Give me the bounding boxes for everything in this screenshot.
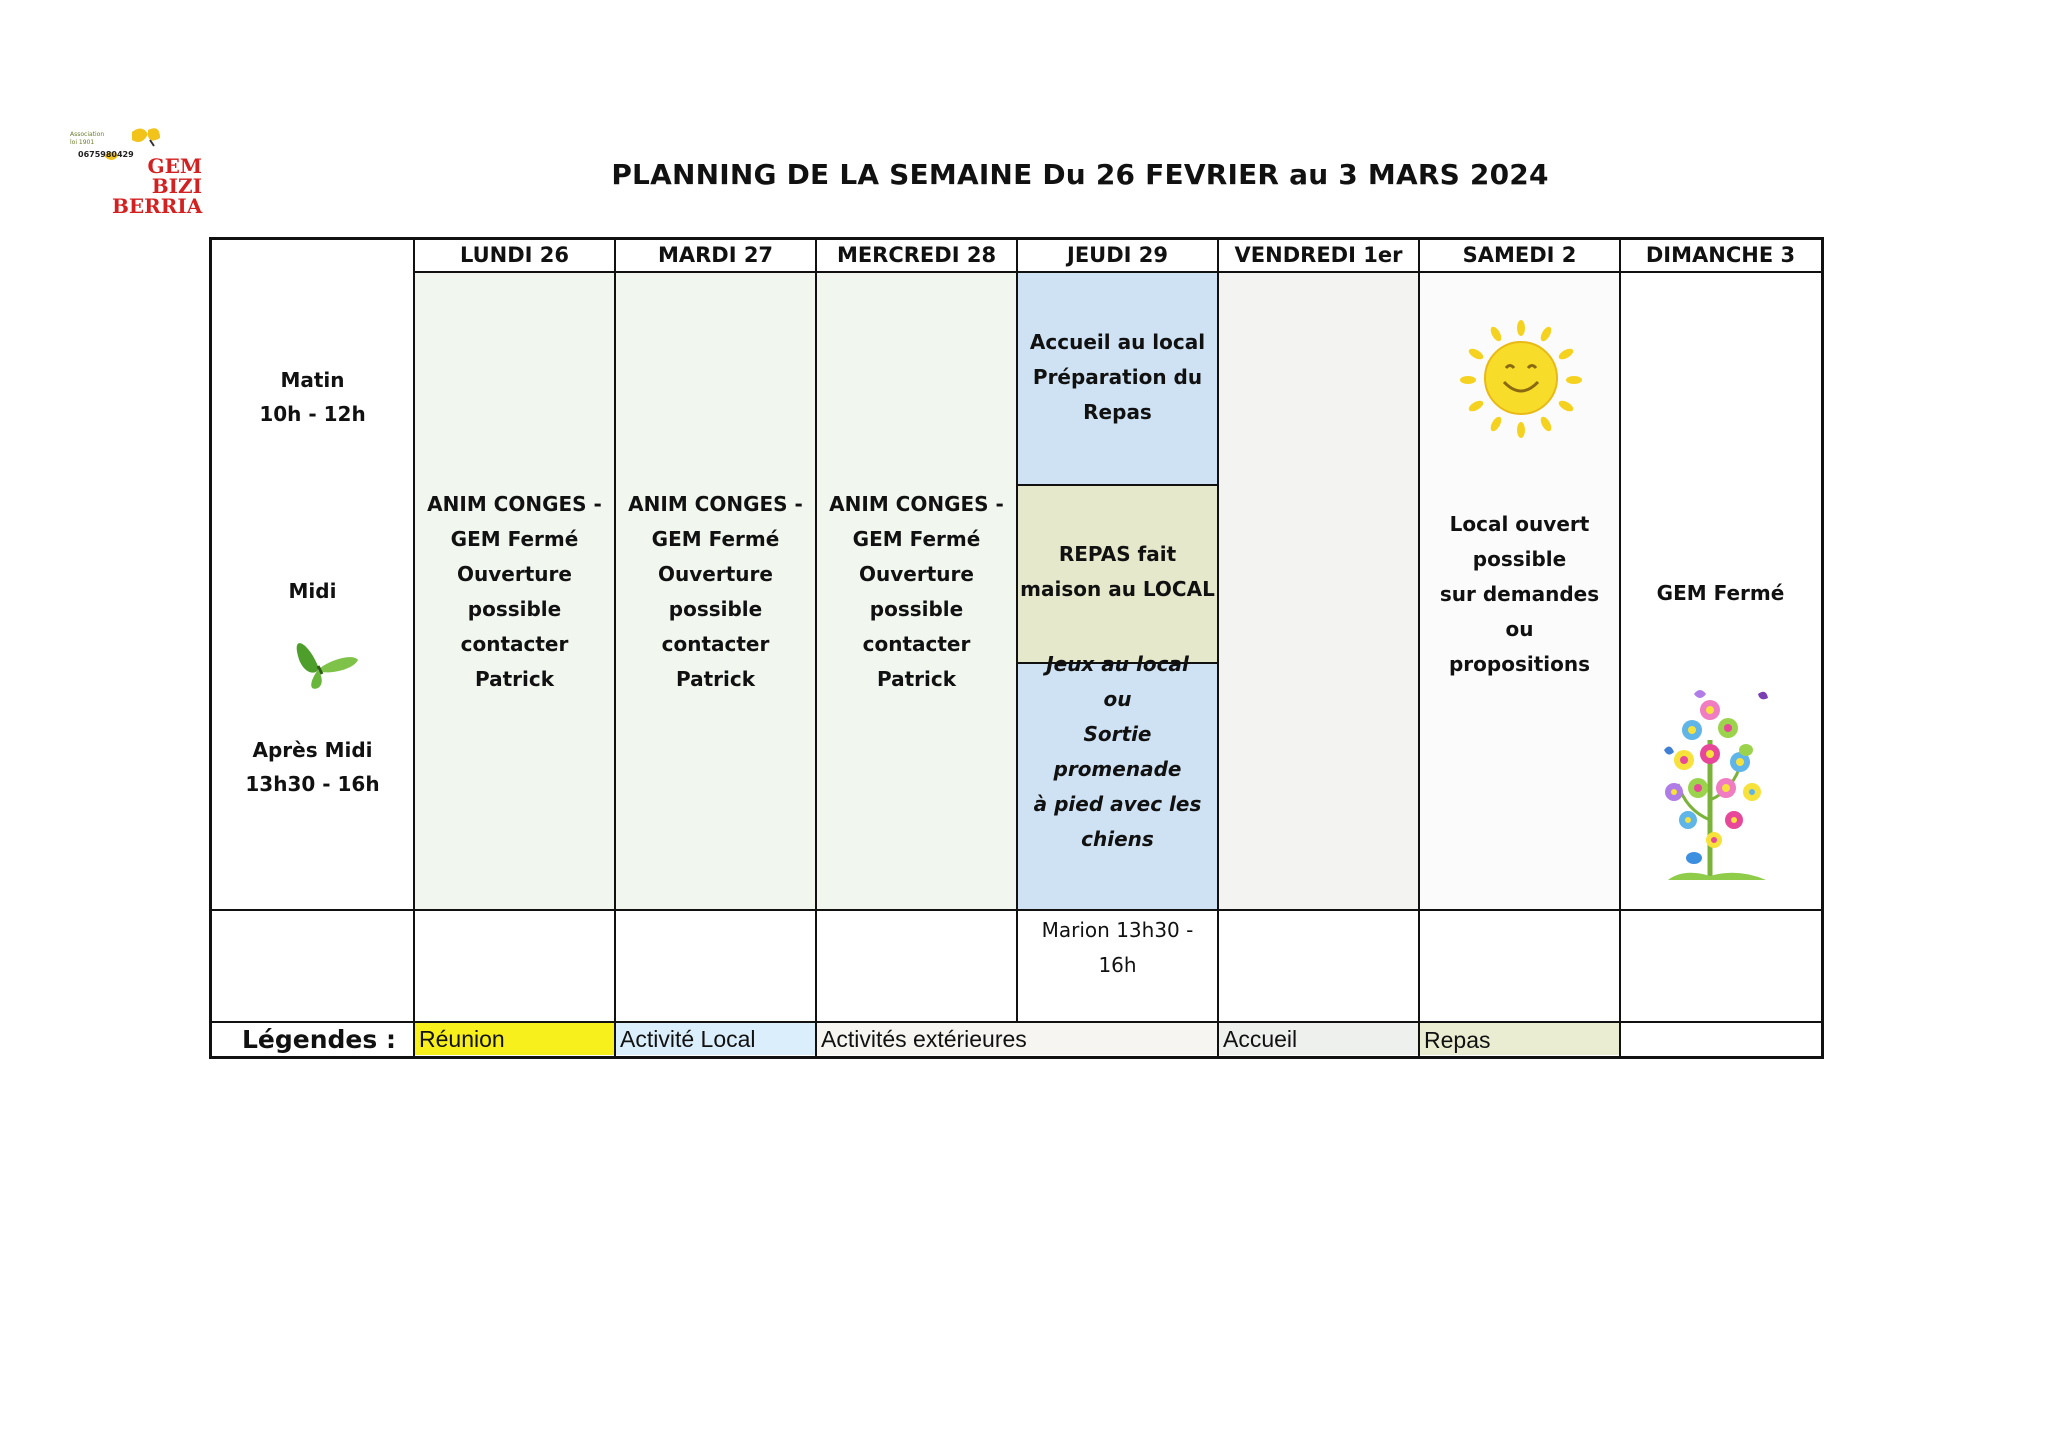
jeudi-afternoon-line-5: chiens: [1081, 827, 1154, 851]
butterfly-icon: [288, 632, 364, 696]
conges-line-3: Ouverture: [658, 562, 773, 586]
jeudi-extra-line-2: 16h: [1098, 953, 1137, 977]
day-header-lundi: LUNDI 26: [459, 243, 570, 267]
svg-text:loi 1901: loi 1901: [70, 139, 95, 146]
sun-icon: [1456, 318, 1586, 438]
jeudi-afternoon-line-3: Sortie promenade: [1053, 722, 1182, 781]
conges-line-2: GEM Fermé: [450, 527, 579, 551]
jeudi-morning-line-1: Accueil au local: [1029, 329, 1206, 354]
day-header-samedi: SAMEDI 2: [1462, 243, 1577, 267]
jeudi-afternoon-line-4: à pied avec les: [1033, 792, 1202, 816]
legend-item-activite-local: Activité Local: [620, 1026, 756, 1052]
jeudi-noon-content: [1018, 536, 1217, 608]
legend-item-repas: Repas: [1424, 1027, 1491, 1053]
time-slot-noon: Midi: [288, 579, 337, 603]
col-line-7: [1619, 238, 1621, 1058]
day-header-jeudi: JEUDI 29: [1067, 243, 1168, 267]
samedi-line-4: ou: [1505, 616, 1534, 641]
jeudi-noon-line-1: REPAS fait: [1058, 542, 1177, 566]
morning-label: Matin: [280, 368, 345, 392]
border-outer-bottom: [209, 1056, 1824, 1059]
border-outer-left: [209, 237, 212, 1059]
conges-line-5: Patrick: [876, 667, 957, 691]
conges-line-4: possible contacter: [661, 597, 770, 656]
page-title: PLANNING DE LA SEMAINE Du 26 FEVRIER au 3 MARS 2024: [611, 158, 1549, 191]
flower-tree-icon: [1654, 680, 1780, 886]
morning-hours: 10h - 12h: [259, 402, 366, 426]
day-header-mardi: MARDI 27: [657, 243, 774, 267]
logo-name: GEM BIZI BERRIA: [112, 154, 203, 218]
mercredi-content: [817, 492, 1016, 691]
afternoon-label: Après Midi: [252, 738, 373, 762]
jeudi-afternoon-content: [1018, 652, 1217, 851]
legend-title: Légendes :: [242, 1025, 396, 1054]
samedi-line-1: Local ouvert: [1449, 511, 1590, 536]
jeudi-morning-line-2: Préparation du: [1032, 364, 1203, 389]
jeudi-afternoon-line-1: Jeux au local: [1046, 652, 1189, 676]
col-line-5: [1217, 238, 1219, 1058]
conges-line-3: Ouverture: [859, 562, 974, 586]
day-header-mercredi: MERCREDI 28: [836, 243, 997, 267]
samedi-line-2: possible: [1472, 546, 1567, 571]
samedi-line-5: propositions: [1448, 651, 1591, 676]
conges-line-4: possible contacter: [460, 597, 569, 656]
jeudi-morning-content: [1018, 323, 1217, 431]
legend-item-activites-exterieures: Activités extérieures: [821, 1026, 1027, 1052]
jeudi-noon-line-2: maison au LOCAL: [1020, 577, 1215, 601]
conges-line-1: ANIM CONGES -: [628, 492, 803, 516]
time-slot-morning: [212, 362, 413, 432]
jeudi-morning-line-3: Repas: [1083, 399, 1152, 424]
samedi-content: [1420, 506, 1619, 682]
conges-line-5: Patrick: [675, 667, 756, 691]
conges-line-1: ANIM CONGES -: [427, 492, 602, 516]
jeudi-extra-line-1: Marion 13h30 -: [1041, 918, 1194, 942]
day-header-vendredi: VENDREDI 1er: [1234, 243, 1403, 267]
vendredi-bg: [1219, 272, 1419, 910]
conges-line-4: possible contacter: [862, 597, 971, 656]
mardi-content: [616, 492, 815, 691]
time-slot-afternoon: [212, 732, 413, 802]
logo-phone: 0675980429: [78, 150, 134, 159]
legend-item-reunion: Réunion: [419, 1026, 505, 1052]
border-outer-right: [1821, 237, 1824, 1059]
conges-line-1: ANIM CONGES -: [829, 492, 1004, 516]
legend-item-accueil: Accueil: [1223, 1026, 1298, 1052]
svg-text:Association: Association: [70, 131, 105, 138]
lundi-content: [415, 492, 614, 691]
line-jeudi-morning: [1017, 484, 1219, 486]
conges-line-3: Ouverture: [457, 562, 572, 586]
conges-line-2: GEM Fermé: [651, 527, 780, 551]
conges-line-5: Patrick: [474, 667, 555, 691]
afternoon-hours: 13h30 - 16h: [245, 772, 380, 796]
day-header-dimanche: DIMANCHE 3: [1645, 243, 1796, 267]
dimanche-content: GEM Fermé: [1656, 580, 1785, 605]
conges-line-2: GEM Fermé: [852, 527, 981, 551]
jeudi-extra-content: [1018, 912, 1217, 984]
jeudi-afternoon-line-2: ou: [1103, 687, 1132, 711]
samedi-line-3: sur demandes: [1439, 581, 1600, 606]
